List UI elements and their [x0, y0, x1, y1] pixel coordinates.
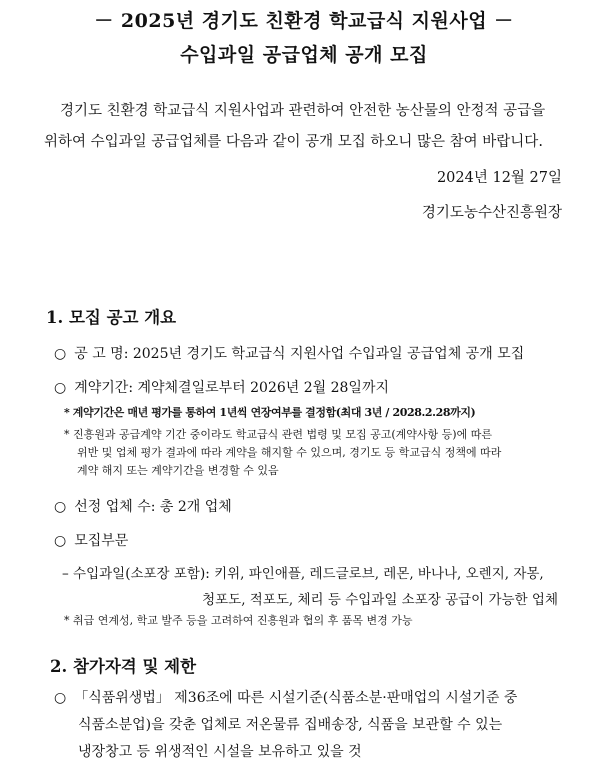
- qualification-line2: 식품소분업)을 갖춘 업체로 저온물류 집배송장, 식품을 보관할 수 있는: [78, 717, 503, 733]
- bullet-circle-icon: ○: [54, 533, 67, 549]
- category-detail-line1: – 수입과일(소포장 포함): 키위, 파인애플, 레드글로브, 레몬, 바나나, 오렌지, 자몽,: [62, 566, 544, 582]
- item-contract-period: [54, 377, 389, 397]
- item-title-text: 공 고 명: 2025년 경기도 학교급식 지원사업 수입과일 공급업체 공개 모집: [74, 346, 525, 362]
- notice-date: 2024년 12월 27일: [436, 170, 562, 186]
- section1-heading: 1. 모집 공고 개요: [46, 308, 177, 327]
- note-termination-line2: 위반 및 업체 평가 결과에 따라 계약을 해지할 수 있으며, 경기도 등 학교급식 정책에 따라: [77, 446, 502, 459]
- bullet-circle-icon: ○: [54, 380, 67, 396]
- bullet-circle-icon: ○: [54, 499, 67, 515]
- bullet-circle-icon: ○: [54, 690, 67, 706]
- note-termination-line1: * 진흥원과 공급계약 기간 중이라도 학교급식 관련 법령 및 모집 공고(계약사항 등)에 따른: [64, 428, 492, 441]
- intro-line1: 경기도 친환경 학교급식 지원사업과 관련하여 안전한 농산물의 안정적 공급을: [60, 103, 546, 119]
- item-contract-period-text: 계약기간: 계약체결일로부터 2026년 2월 28일까지: [74, 380, 389, 396]
- item-category-text: 모집부문: [74, 533, 129, 549]
- item-vendor-count: [54, 496, 232, 516]
- item-category: [54, 530, 128, 550]
- note-termination: [64, 426, 564, 480]
- intro-paragraph: [44, 96, 564, 158]
- bullet-circle-icon: ○: [54, 346, 67, 362]
- item-title: [54, 343, 524, 363]
- qualification-line3: 냉장창고 등 위생적인 시설을 보유하고 있을 것: [78, 744, 362, 760]
- note-item-change: * 취급 연계성, 학교 발주 등을 고려하여 진흥원과 협의 후 품목 변경 가능: [64, 614, 413, 627]
- note-contract-extension: * 계약기간은 매년 평가를 통하여 1년씩 연장여부를 결정함(최대 3년 / 2028.2.28까지): [64, 406, 476, 419]
- note-termination-line3: 계약 해지 또는 계약기간을 변경할 수 있음: [77, 464, 279, 477]
- qualification-line1: 「식품위생법」 제36조에 따른 시설기준(식품소분·판매업의 시설기준 중: [74, 690, 518, 706]
- item-vendor-count-text: 선정 업체 수: 총 2개 업체: [74, 499, 232, 515]
- document-title-line2: 수입과일 공급업체 공개 모집: [180, 44, 428, 66]
- section2-heading: 2. 참가자격 및 제한: [50, 657, 197, 676]
- issuing-organization: 경기도농수산진흥원장: [421, 205, 562, 221]
- qualification-item: [54, 687, 517, 707]
- document-title-line1: － 2025년 경기도 친환경 학교급식 지원사업 －: [94, 10, 514, 32]
- category-detail-line2: 청포도, 적포도, 체리 등 수입과일 소포장 공급이 가능한 업체: [202, 592, 558, 608]
- intro-line2: 위하여 수입과일 공급업체를 다음과 같이 공개 모집 하오니 많은 참여 바랍니다.: [44, 134, 543, 150]
